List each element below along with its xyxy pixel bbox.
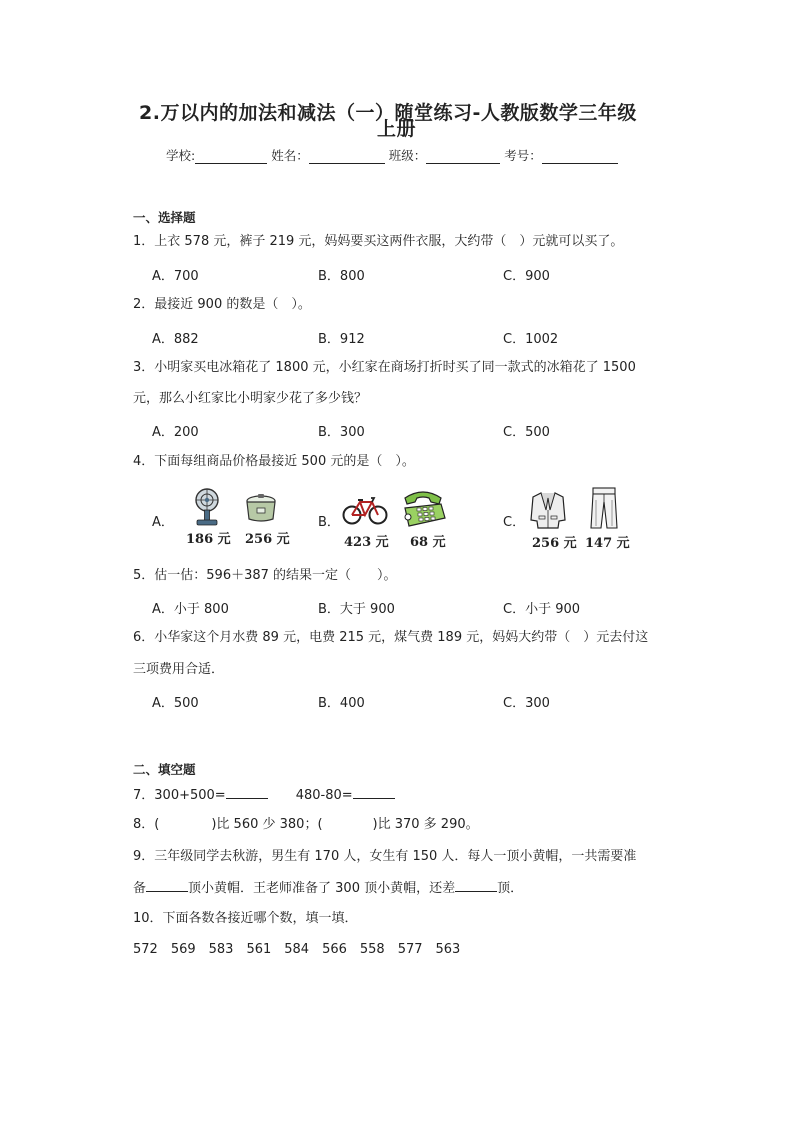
question-9-line2 — [133, 878, 523, 899]
q9-text-b: 顶小黄帽．王老师准备了 300 顶小黄帽，还差 — [188, 881, 456, 896]
q4-c-price-2: 147 元 — [585, 536, 630, 551]
question-3-line1: 3．小明家买电冰箱花了 1800 元，小红家在商场打折时买了同一款式的冰箱花了 1500 — [133, 360, 636, 375]
q4-b-price-1: 423 元 — [344, 535, 389, 550]
q10-number-list: 572 569 583 561 584 566 558 577 563 — [133, 942, 461, 957]
q1-option-a[interactable]: A．700 — [152, 269, 199, 284]
telephone-icon — [399, 488, 447, 528]
q9-blank-1[interactable] — [146, 878, 188, 892]
q9-text-a: 备 — [133, 881, 147, 896]
q5-option-c[interactable]: C．小于 900 — [503, 602, 581, 617]
student-info-line — [166, 146, 618, 164]
question-2: 2．最接近 900 的数是（ ）。 — [133, 297, 311, 312]
q4-a-price-1: 186 元 — [186, 532, 231, 547]
q7-expression-2: 480-80= — [295, 788, 353, 803]
class-label: 班级： — [388, 148, 427, 163]
q4-option-b[interactable]: B． — [318, 515, 340, 530]
exam-no-label: 考号： — [504, 148, 542, 163]
q6-option-a[interactable]: A．500 — [152, 696, 199, 711]
q8-part-2: )比 560 少 380；( — [211, 817, 323, 832]
question-1: 1．上衣 578 元，裤子 219 元，妈妈要买这两件衣服，大约带（ ）元就可以买了。 — [133, 234, 624, 249]
q7-expression-1: 7．300+500= — [133, 788, 226, 803]
q2-option-a[interactable]: A．882 — [152, 332, 199, 347]
q6-option-b[interactable]: B．400 — [318, 696, 365, 711]
school-field[interactable] — [195, 151, 267, 164]
question-10: 10．下面各数各接近哪个数，填一填． — [133, 911, 358, 926]
q3-option-b[interactable]: B．300 — [318, 425, 365, 440]
question-5: 5．估一估：596＋387 的结果一定（ ）。 — [133, 568, 397, 583]
name-label: 姓名： — [271, 148, 309, 163]
q2-option-c[interactable]: C．1002 — [503, 332, 559, 347]
q9-blank-2[interactable] — [455, 878, 497, 892]
q3-option-c[interactable]: C．500 — [503, 425, 550, 440]
q8-part-1: 8．( — [133, 817, 160, 832]
q6-option-c[interactable]: C．300 — [503, 696, 550, 711]
jacket-icon — [530, 490, 566, 530]
bicycle-icon — [342, 494, 388, 526]
q1-option-b[interactable]: B．800 — [318, 269, 365, 284]
trousers-icon — [588, 486, 620, 530]
exam-no-field[interactable] — [542, 151, 618, 164]
q5-option-b[interactable]: B．大于 900 — [318, 602, 395, 617]
class-field[interactable] — [426, 151, 500, 164]
question-3-line2: 元，那么小红家比小明家少花了多少钱？ — [133, 391, 368, 406]
question-7 — [133, 785, 395, 806]
q4-b-price-2: 68 元 — [410, 535, 446, 550]
question-6-line1: 6．小华家这个月水费 89 元，电费 215 元，煤气费 189 元，妈妈大约带（ ）元去付这 — [133, 630, 649, 645]
q2-option-b[interactable]: B．912 — [318, 332, 365, 347]
page-title-line2: 上册 — [377, 118, 417, 140]
q7-blank-2[interactable] — [353, 785, 395, 799]
q7-blank-1[interactable] — [226, 785, 268, 799]
school-label: 学校: — [166, 148, 196, 163]
rice-cooker-icon — [244, 492, 278, 524]
q4-c-price-1: 256 元 — [532, 536, 577, 551]
q5-option-a[interactable]: A．小于 800 — [152, 602, 229, 617]
q3-option-a[interactable]: A．200 — [152, 425, 199, 440]
question-6-line2: 三项费用合适． — [133, 662, 225, 677]
page-title: 2.万以内的加法和减法（一）随堂练习-人教版数学三年级 — [139, 102, 637, 124]
electric-fan-icon — [191, 487, 223, 527]
question-4: 4．下面每组商品价格最接近 500 元的是（ ）。 — [133, 454, 415, 469]
q1-option-c[interactable]: C．900 — [503, 269, 550, 284]
q4-option-c[interactable]: C． — [503, 515, 526, 530]
q4-option-a[interactable]: A． — [152, 515, 174, 530]
q8-part-3: )比 370 多 290。 — [372, 817, 479, 832]
q9-text-c: 顶． — [497, 881, 524, 896]
name-field[interactable] — [309, 151, 385, 164]
question-8 — [133, 815, 479, 835]
section-heading-fill: 二、填空题 — [133, 762, 196, 777]
q4-a-price-2: 256 元 — [245, 532, 290, 547]
question-9-line1: 9．三年级同学去秋游，男生有 170 人，女生有 150 人．每人一顶小黄帽，一共需要准 — [133, 849, 637, 864]
section-heading-choice: 一、选择题 — [133, 210, 196, 225]
